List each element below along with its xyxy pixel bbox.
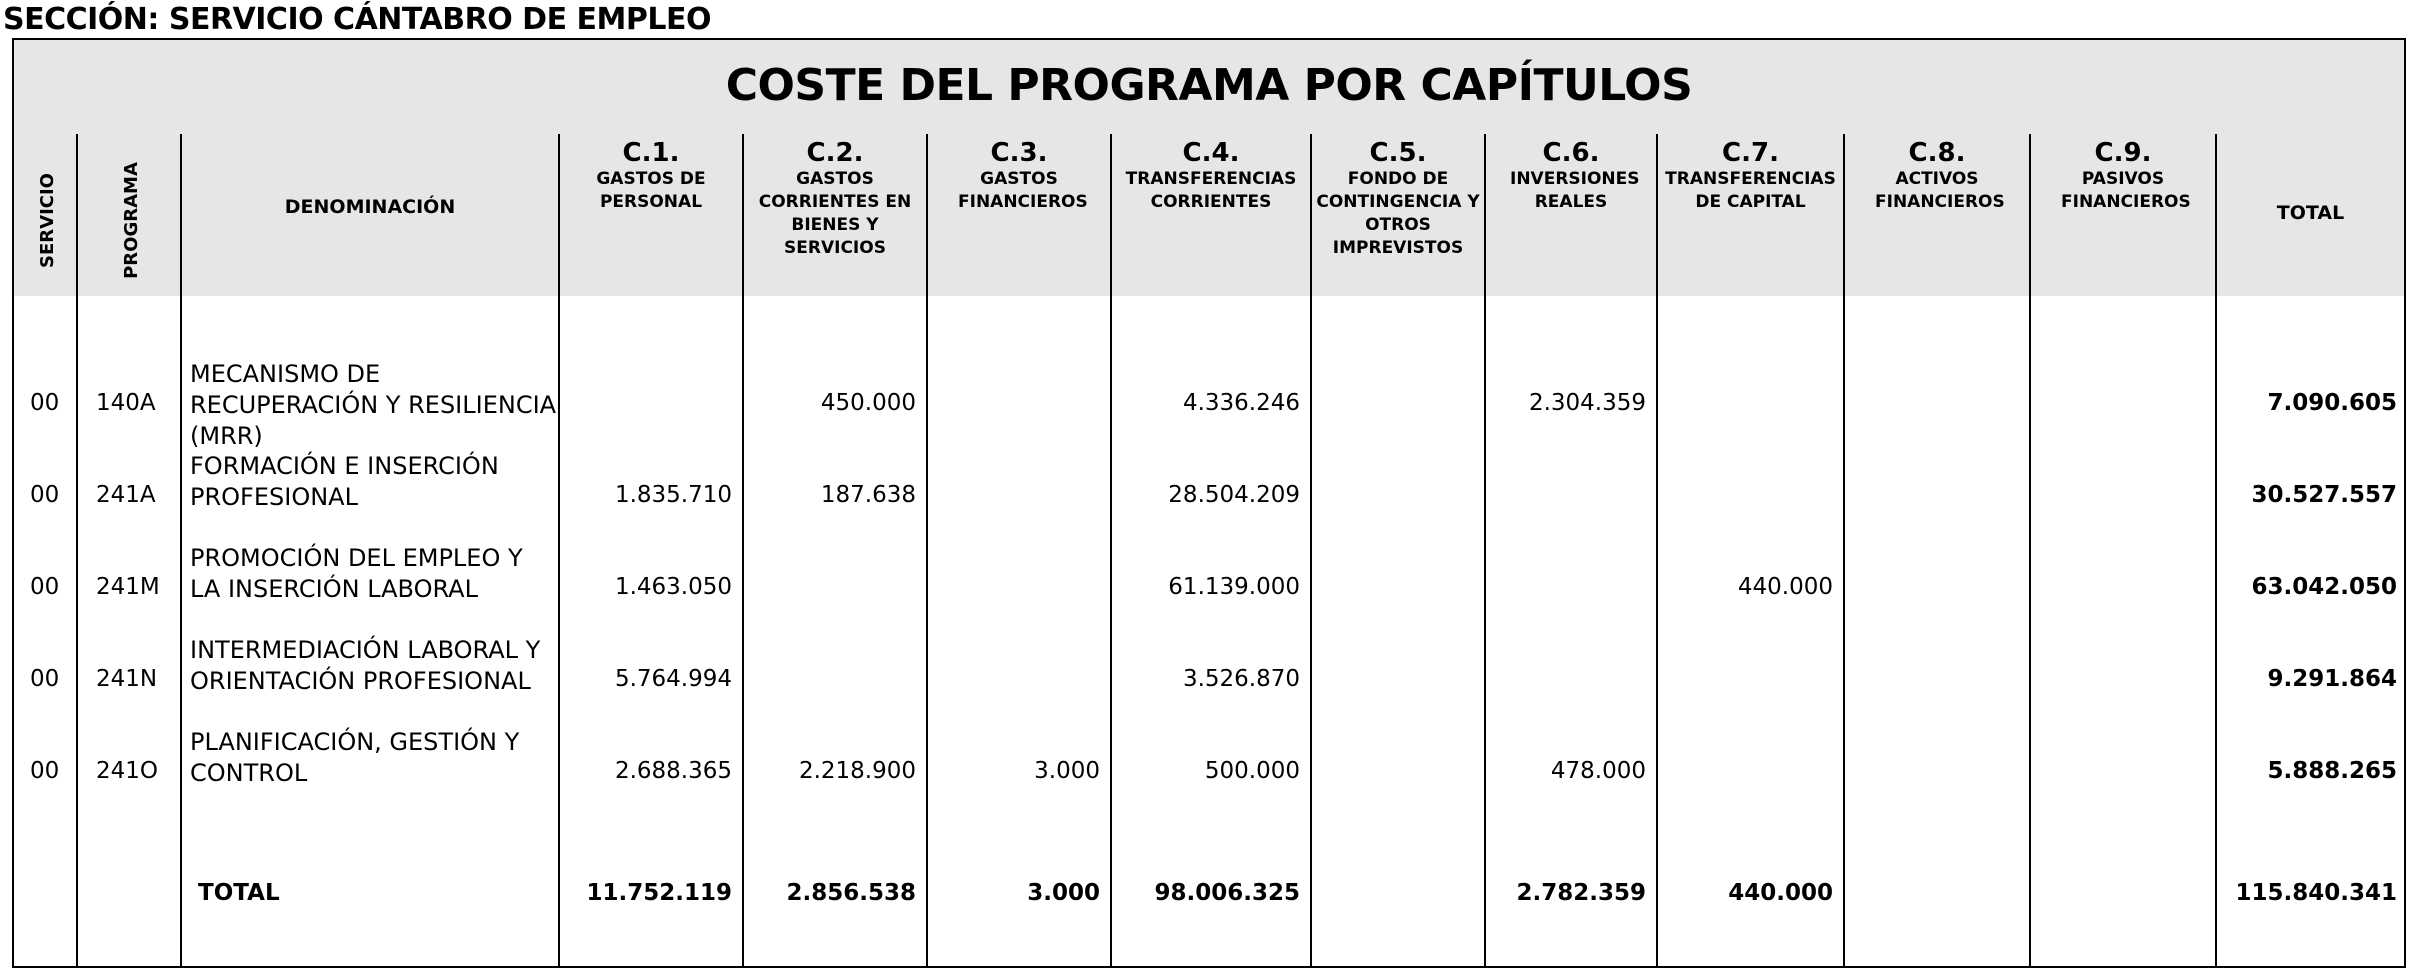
row-denominacion: PLANIFICACIÓN, GESTIÓN Y CONTROL (190, 728, 520, 787)
header-c6: C.6. INVERSIONES REALES (1510, 138, 1640, 212)
row-c2: 2.218.900 (798, 758, 916, 784)
header-c3: C.3. GASTOS FINANCIEROS (958, 138, 1088, 212)
row-c4: 61.139.000 (1168, 574, 1300, 600)
row-c2: 187.638 (820, 482, 916, 508)
column-divider (1484, 134, 1486, 968)
row-denominacion: INTERMEDIACIÓN LABORAL Y ORIENTACIÓN PROFESIONAL (190, 636, 541, 695)
row-servicio: 00 (30, 390, 60, 416)
row-servicio: 00 (30, 574, 60, 600)
header-c7: C.7. TRANSFERENCIAS DE CAPITAL (1665, 138, 1836, 212)
section-title: SECCIÓN: SERVICIO CÁNTABRO DE EMPLEO (3, 2, 711, 37)
row-total: 9.291.864 (2267, 666, 2397, 692)
totals-c1: 11.752.119 (586, 880, 732, 906)
row-c1: 1.835.710 (614, 482, 732, 508)
row-c1: 2.688.365 (614, 758, 732, 784)
row-denominacion: PROMOCIÓN DEL EMPLEO Y LA INSERCIÓN LABORAL (190, 544, 523, 603)
column-divider (76, 134, 78, 968)
header-c4: C.4. TRANSFERENCIAS CORRIENTES (1125, 138, 1297, 212)
row-c6: 478.000 (1550, 758, 1646, 784)
column-divider (2215, 134, 2217, 968)
column-divider (1843, 134, 1845, 968)
row-c1: 5.764.994 (614, 666, 732, 692)
column-divider (926, 134, 928, 968)
row-denominacion: MECANISMO DE RECUPERACIÓN Y RESILIENCIA (MRR) (190, 360, 557, 450)
row-c7: 440.000 (1737, 574, 1833, 600)
row-c6: 2.304.359 (1528, 390, 1646, 416)
header-programa: PROGRAMA (120, 161, 142, 279)
row-c3: 3.000 (1034, 758, 1100, 784)
row-servicio: 00 (30, 758, 60, 784)
row-c4: 3.526.870 (1182, 666, 1300, 692)
table-title: COSTE DEL PROGRAMA POR CAPÍTULOS (725, 59, 1693, 111)
header-c9: C.9. PASIVOS FINANCIEROS (2061, 138, 2191, 212)
column-divider (2029, 134, 2031, 968)
row-c4: 500.000 (1204, 758, 1300, 784)
row-c4: 4.336.246 (1182, 390, 1300, 416)
header-servicio: SERVICIO (36, 172, 58, 268)
row-c4: 28.504.209 (1168, 482, 1300, 508)
totals-c6: 2.782.359 (1516, 880, 1646, 906)
totals-c7: 440.000 (1728, 880, 1833, 906)
totals-c4: 98.006.325 (1154, 880, 1300, 906)
row-total: 7.090.605 (2267, 390, 2397, 416)
header-c8: C.8. ACTIVOS FINANCIEROS (1875, 138, 2005, 212)
row-servicio: 00 (30, 482, 60, 508)
header-c2: C.2. GASTOS CORRIENTES EN BIENES Y SERVICIOS (758, 138, 912, 258)
row-total: 5.888.265 (2267, 758, 2397, 784)
header-total: TOTAL (2276, 202, 2345, 224)
column-divider (1110, 134, 1112, 968)
row-programa: 241M (96, 574, 160, 600)
column-divider (1656, 134, 1658, 968)
row-c2: 450.000 (820, 390, 916, 416)
row-programa: 241N (96, 666, 158, 692)
totals-c2: 2.856.538 (786, 880, 916, 906)
row-total: 63.042.050 (2251, 574, 2397, 600)
totals-c3: 3.000 (1027, 880, 1100, 906)
header-c5: C.5. FONDO DE CONTINGENCIA Y OTROS IMPREVISTOS (1316, 138, 1480, 258)
column-divider (180, 134, 182, 968)
header-denominacion: DENOMINACIÓN (284, 196, 456, 218)
row-programa: 241O (96, 758, 159, 784)
totals-label: TOTAL (198, 880, 280, 906)
row-programa: 241A (96, 482, 156, 508)
row-total: 30.527.557 (2251, 482, 2397, 508)
row-programa: 140A (96, 390, 156, 416)
header-c1: C.1. GASTOS DE PERSONAL (596, 138, 706, 212)
row-denominacion: FORMACIÓN E INSERCIÓN PROFESIONAL (190, 452, 499, 511)
totals-total: 115.840.341 (2235, 880, 2397, 906)
row-servicio: 00 (30, 666, 60, 692)
row-c1: 1.463.050 (614, 574, 732, 600)
